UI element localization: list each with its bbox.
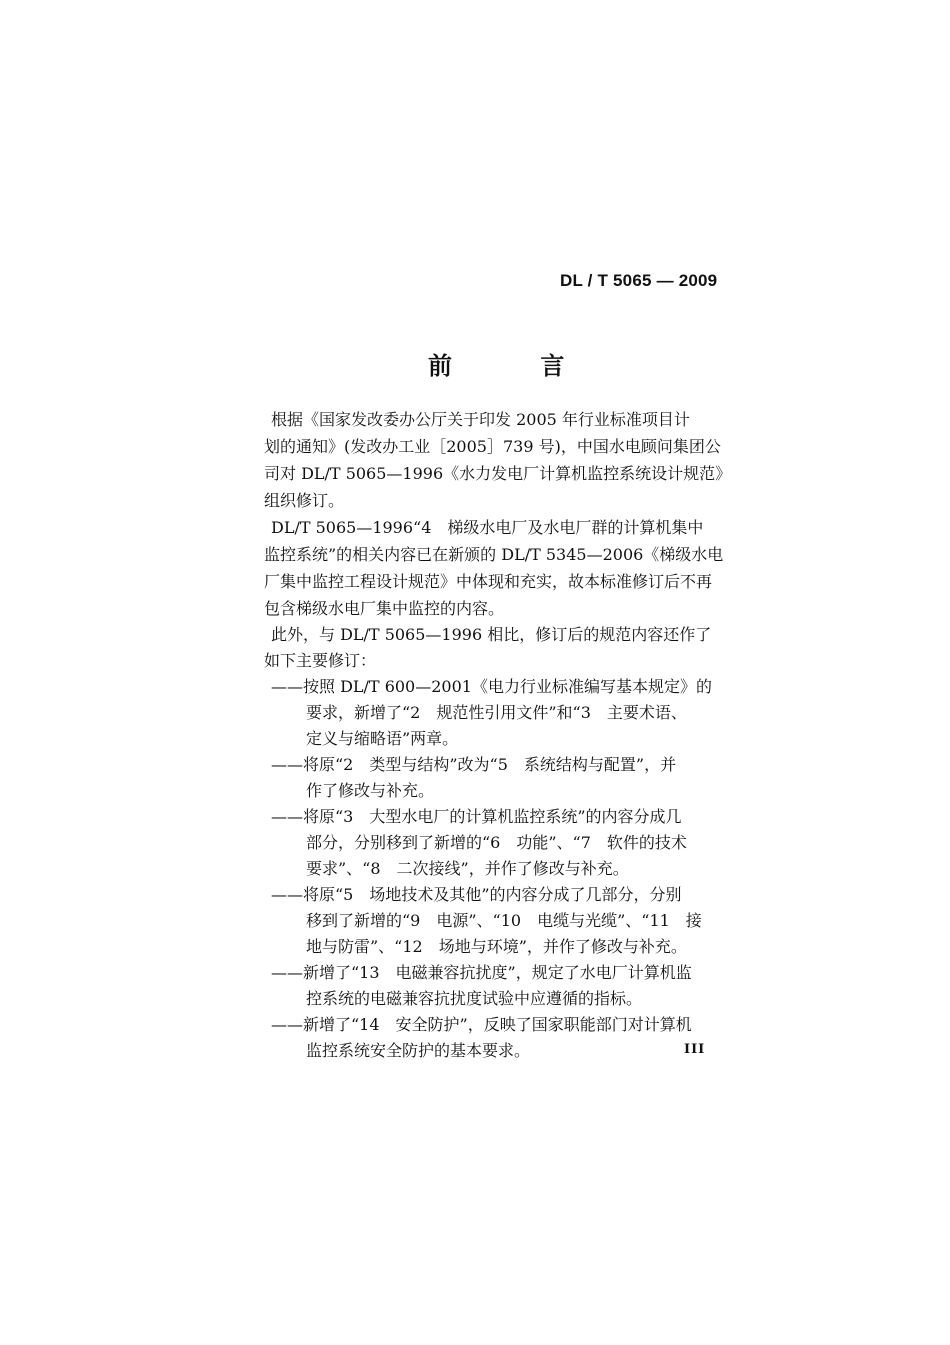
text-line: 作了修改与补充。 <box>306 781 435 800</box>
text-line: ——按照 DL/T 600—2001《电力行业标准编写基本规定》的 <box>271 677 712 696</box>
text-line: ——新增了“13 电磁兼容抗扰度”，规定了水电厂计算机监 <box>271 963 692 982</box>
text-line: ——将原“2 类型与结构”改为“5 系统结构与配置”，并 <box>271 755 677 774</box>
text-line: 根据《国家发改委办公厅关于印发 2005 年行业标准项目计 <box>271 410 690 429</box>
text-line: 控系统的电磁兼容抗扰度试验中应遵循的指标。 <box>306 989 643 1008</box>
text-line: 要求，新增了“2 规范性引用文件”和“3 主要术语、 <box>306 703 687 722</box>
text-line: 移到了新增的“9 电源”、“10 电缆与光缆”、“11 接 <box>306 911 702 930</box>
text-line: 厂集中监控工程设计规范》中体现和充实，故本标准修订后不再 <box>264 572 713 591</box>
text-line: 划的通知》(发改办工业［2005］739 号)，中国水电顾问集团公 <box>264 437 721 456</box>
text-line: 部分，分别移到了新增的“6 功能”、“7 软件的技术 <box>306 833 687 852</box>
page-title: 前 言 <box>428 351 605 380</box>
text-line: 监控系统安全防护的基本要求。 <box>306 1041 531 1060</box>
text-line: 司对 DL/T 5065—1996《水力发电厂计算机监控系统设计规范》 <box>264 464 732 483</box>
text-line: 要求”、“8 二次接线”，并作了修改与补充。 <box>306 859 629 878</box>
text-line: 包含梯级水电厂集中监控的内容。 <box>264 599 505 618</box>
text-line: ——将原“5 场地技术及其他”的内容分成了几部分，分别 <box>271 885 682 904</box>
text-line: DL/T 5065—1996“4 梯级水电厂及水电厂群的计算机集中 <box>271 518 704 537</box>
text-line: 此外，与 DL/T 5065—1996 相比，修订后的规范内容还作了 <box>271 625 712 644</box>
text-line: 如下主要修订： <box>264 651 377 670</box>
text-line: 地与防雷”、“12 场地与环境”，并作了修改与补充。 <box>306 937 687 956</box>
text-line: ——将原“3 大型水电厂的计算机监控系统”的内容分成几 <box>271 807 682 826</box>
text-line: 定义与缩略语”两章。 <box>306 729 459 748</box>
text-line: ——新增了“14 安全防护”，反映了国家职能部门对计算机 <box>271 1015 692 1034</box>
text-line: 组织修订。 <box>264 491 345 510</box>
standard-code: DL / T 5065 — 2009 <box>560 271 718 290</box>
page-number: III <box>684 1042 706 1057</box>
text-line: 监控系统”的相关内容已在新颁的 DL/T 5345—2006《梯级水电 <box>264 545 724 564</box>
